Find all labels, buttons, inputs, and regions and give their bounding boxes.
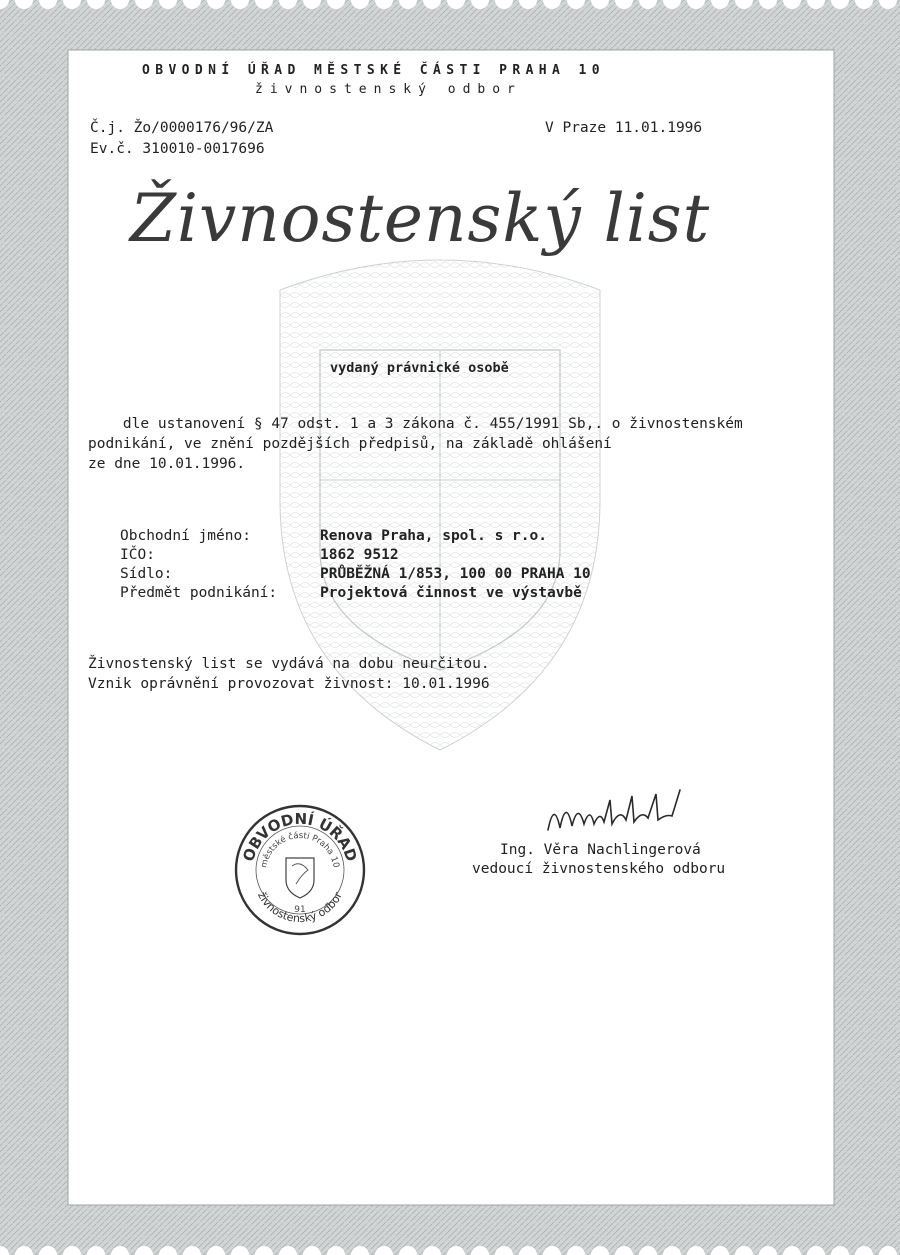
stamp-text-top: OBVODNÍ ÚŘAD xyxy=(239,809,361,864)
validity-note: Živnostenský list se vydává na dobu neurčitou. xyxy=(88,656,490,672)
handwritten-signature xyxy=(540,780,710,850)
stamp-text-middle: městské části Praha 10 xyxy=(259,830,341,869)
signatory-name: Ing. Věra Nachlingerová xyxy=(500,842,701,858)
signatory-role: vedoucí živnostenského odboru xyxy=(472,861,726,877)
office-header: OBVODNÍ ÚŘAD MĚSTSKÉ ČÁSTI PRAHA 10 xyxy=(142,63,605,78)
reference-number: Č.j. Žo/0000176/96/ZA xyxy=(90,120,274,136)
paragraph-line: dle ustanovení § 47 odst. 1 a 3 zákona č. 455/1991 Sb,. o živnostenském xyxy=(88,416,743,432)
field-value-business-name: Renova Praha, spol. s r.o. xyxy=(320,528,547,544)
field-value-ico: 1862 9512 xyxy=(320,547,399,563)
paragraph-line: ze dne 10.01.1996. xyxy=(88,456,246,472)
stamp-number: 91 xyxy=(294,905,306,915)
field-label-business-subject: Předmět podnikání: xyxy=(120,585,278,601)
field-label-ico: IČO: xyxy=(120,547,155,563)
stamp-text-bottom: živnostenský odbor xyxy=(255,889,345,926)
paragraph-line: podnikání, ve znění pozdějších předpisů, na základě ohlášení xyxy=(88,436,612,452)
field-value-seat: PRŮBĚŽNÁ 1/853, 100 00 PRAHA 10 xyxy=(320,566,591,582)
registration-number: Ev.č. 310010-0017696 xyxy=(90,141,265,157)
legal-paragraph xyxy=(88,414,808,474)
origin-note: Vznik oprávnění provozovat živnost: 10.01.1996 xyxy=(88,676,490,692)
issue-date: V Praze 11.01.1996 xyxy=(545,120,703,136)
official-stamp xyxy=(230,800,370,940)
document-title: Živnostenský list xyxy=(130,180,711,257)
issued-to-label: vydaný právnické osobě xyxy=(330,360,509,376)
coat-of-arms-watermark xyxy=(260,250,620,770)
department-header: živnostenský odbor xyxy=(255,82,522,97)
field-label-seat: Sídlo: xyxy=(120,566,173,582)
field-label-business-name: Obchodní jméno: xyxy=(120,528,251,544)
field-value-business-subject: Projektová činnost ve výstavbě xyxy=(320,585,582,601)
